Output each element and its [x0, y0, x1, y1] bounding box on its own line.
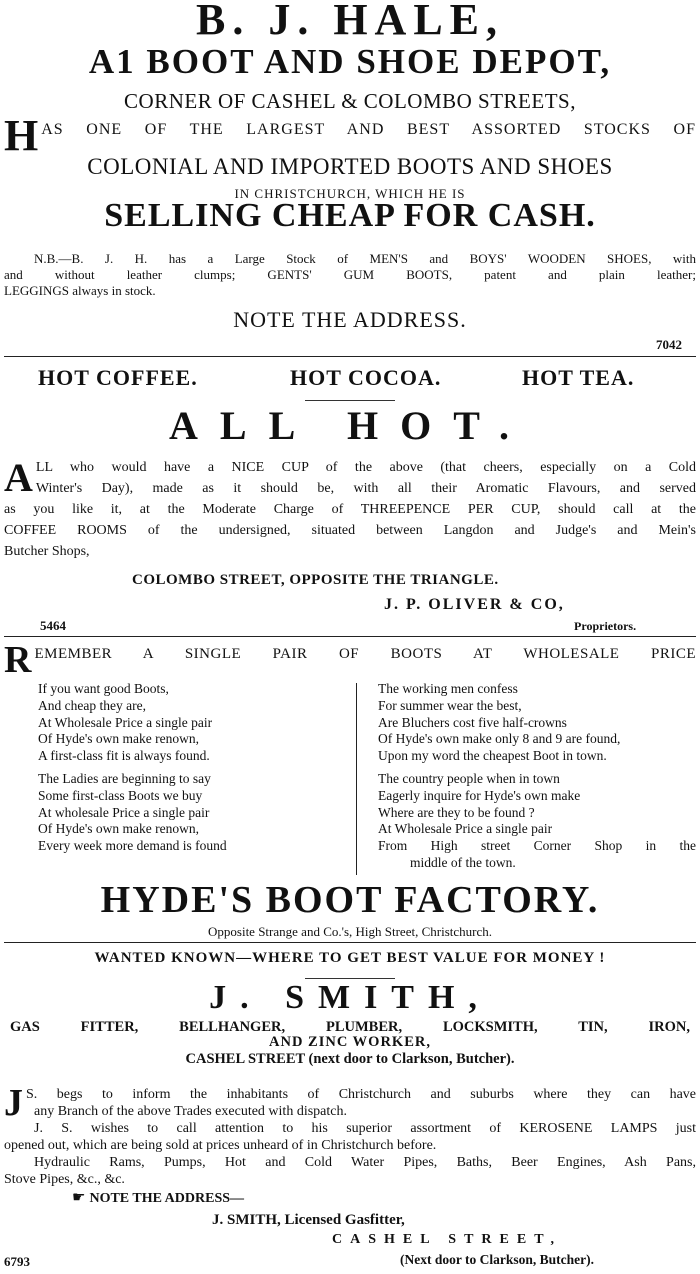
smith-ad-number: 6793 — [4, 1254, 30, 1269]
poem-line: Of Hyde's own make only 8 and 9 are found, — [378, 731, 621, 747]
oliver-proprietor-name: J. P. OLIVER & CO, — [384, 596, 565, 613]
poem-column-divider — [356, 683, 357, 875]
divider-rule-3 — [4, 942, 696, 943]
smith-p1-line-1: S. begs to inform the inhabitants of Christchurch and suburbs where they can have — [26, 1087, 696, 1102]
hale-nb-line-1: N.B.—B. J. H. has a Large Stock of MEN'S and BOYS' WOODEN SHOES, with — [34, 251, 696, 266]
smith-p2-line-2: opened out, which are being sold at prices unheard of in Christchurch before. — [4, 1138, 437, 1153]
all-hot-title: ALL HOT. — [169, 403, 531, 448]
poem-line: A first-class fit is always found. — [38, 748, 210, 764]
smith-signature: J. SMITH, Licensed Gasfitter, — [212, 1212, 405, 1228]
hyde-poem-left — [38, 681, 348, 855]
poem-stanza — [378, 771, 696, 872]
hale-nb-line-3: LEGGINGS always in stock. — [4, 283, 156, 298]
hale-depot-title: A1 BOOT AND SHOE DEPOT, — [88, 42, 612, 81]
poem-line: middle of the town. — [410, 854, 516, 870]
poem-stanza — [378, 681, 696, 765]
smith-p2-line-1: J. S. wishes to call attention to his superior assortment of KEROSENE LAMPS just — [34, 1121, 696, 1136]
poem-line: Of Hyde's own make renown, — [38, 821, 200, 837]
hale-name: B. J. HALE, — [195, 0, 505, 44]
hale-selling-cheap: SELLING CHEAP FOR CASH. — [104, 197, 596, 234]
hyde-headline — [4, 639, 696, 681]
poem-stanza — [38, 681, 348, 765]
poem-line: And cheap they are, — [38, 697, 146, 713]
oliver-ad-number: 5464 — [40, 618, 66, 633]
oliver-street: COLOMBO STREET, OPPOSITE THE TRIANGLE. — [132, 572, 499, 588]
smith-drop-cap: J — [4, 1082, 23, 1124]
poem-line: If you want good Boots, — [38, 681, 169, 696]
hyde-drop-cap: R — [4, 639, 32, 681]
oliver-drop-cap: A — [4, 455, 33, 500]
hyde-poem-right — [378, 681, 696, 872]
oliver-paragraph — [4, 457, 696, 562]
smith-note-address — [72, 1188, 244, 1207]
hale-nb-line-2: and without leather clumps; GENTS' GUM BOOTS, patent and plain leather; — [4, 267, 696, 282]
smith-paragraph — [4, 1082, 696, 1188]
smith-p1-line-2: any Branch of the above Trades executed with dispatch. — [34, 1104, 347, 1119]
oliver-line-2: Winter's Day), made as it should be, with all their Aromatic Flavours, and served — [35, 481, 696, 496]
smith-trades-line-1: GAS FITTER, BELLHANGER, PLUMBER, LOCKSMITH, TIN, IRON, — [10, 1019, 690, 1035]
poem-line: Of Hyde's own make renown, — [38, 731, 200, 747]
hale-note-address: NOTE THE ADDRESS. — [233, 307, 467, 332]
poem-line: From High street Corner Shop in the — [378, 838, 696, 854]
hot-tea-label: HOT TEA. — [522, 365, 635, 390]
oliver-line-3: as you like it, at the Moderate Charge of THREEPENCE PER CUP, should call at the — [4, 502, 696, 517]
poem-line: Some first-class Boots we buy — [38, 787, 203, 803]
divider-rule-2 — [4, 636, 696, 637]
oliver-line-4: COFFEE ROOMS of the undersigned, situated between Langdon and Judge's and Mein's — [4, 523, 696, 538]
smith-name-title: J. SMITH, — [209, 979, 491, 1016]
hot-cocoa-label: HOT COCOA. — [290, 365, 442, 390]
smith-p3-line-2: Stove Pipes, &c., &c. — [4, 1172, 125, 1187]
hyde-headline-text: EMEMBER A SINGLE PAIR OF BOOTS AT WHOLESALE PRICE — [34, 646, 696, 662]
oliver-short-rule — [305, 400, 395, 401]
hyde-boot-factory-title: HYDE'S BOOT FACTORY. — [100, 879, 600, 921]
poem-line: The country people when in town — [378, 770, 560, 786]
hale-stock-line — [4, 111, 696, 160]
hyde-address: Opposite Strange and Co.'s, High Street, Christchurch. — [208, 924, 492, 939]
hale-drop-cap: H — [4, 111, 39, 160]
hale-colonial-line: COLONIAL AND IMPORTED BOOTS AND SHOES — [87, 154, 613, 179]
poem-line: At Wholesale Price a single pair — [378, 821, 553, 837]
poem-line: At wholesale Price a single pair — [38, 804, 210, 820]
poem-line: Eagerly inquire for Hyde's own make — [378, 787, 581, 803]
poem-line: The Ladies are beginning to say — [38, 770, 211, 786]
smith-signature-next-door: (Next door to Clarkson, Butcher). — [400, 1252, 594, 1267]
smith-wanted-known: WANTED KNOWN—WHERE TO GET BEST VALUE FOR MONEY ! — [94, 950, 606, 966]
hale-christchurch-line: IN CHRISTCHURCH, WHICH HE IS — [234, 186, 466, 201]
smith-signature-street: CASHEL STREET, — [332, 1232, 563, 1247]
poem-line: The working men confess — [378, 681, 518, 696]
smith-trades-line-2: AND ZINC WORKER, — [269, 1034, 431, 1050]
poem-line: For summer wear the best, — [378, 697, 522, 713]
divider-rule-1 — [4, 356, 696, 357]
smith-note-text: NOTE THE ADDRESS— — [89, 1191, 245, 1206]
smith-street: CASHEL STREET (next door to Clarkson, Butcher). — [185, 1051, 515, 1067]
oliver-line-1: LL who would have a NICE CUP of the above (that cheers, especially on a Cold — [35, 460, 696, 475]
poem-line: Are Bluchers cost five half-crowns — [378, 714, 567, 730]
hot-coffee-label: HOT COFFEE. — [38, 365, 198, 390]
pointing-hand-icon: ☛ — [72, 1190, 86, 1206]
poem-line: Every week more demand is found — [38, 838, 227, 854]
hale-stock-text: AS ONE OF THE LARGEST AND BEST ASSORTED STOCKS OF — [41, 121, 696, 138]
poem-line: At Wholesale Price a single pair — [38, 714, 213, 730]
hale-corner-address: CORNER OF CASHEL & COLOMBO STREETS, — [124, 89, 576, 113]
hale-ad-number: 7042 — [656, 337, 682, 352]
poem-line: Upon my word the cheapest Boot in town. — [378, 748, 607, 764]
poem-line: Where are they to be found ? — [378, 804, 535, 820]
oliver-line-5: Butcher Shops, — [4, 544, 90, 559]
hale-nb-paragraph — [4, 251, 696, 299]
smith-p3-line-1: Hydraulic Rams, Pumps, Hot and Cold Water Pipes, Baths, Beer Engines, Ash Pans, — [34, 1155, 696, 1170]
oliver-proprietors-label: Proprietors. — [574, 619, 637, 633]
poem-stanza — [38, 771, 348, 855]
